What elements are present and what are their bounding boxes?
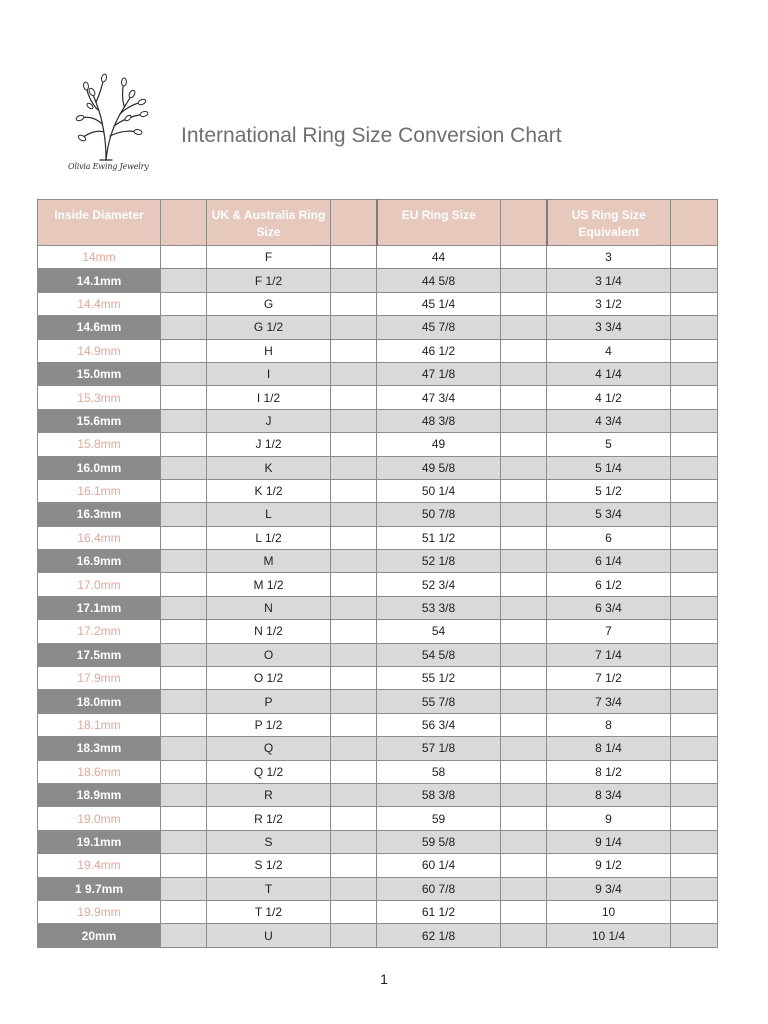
table-header-row	[38, 200, 718, 246]
diameter-cell: 17.9mm	[38, 667, 161, 690]
table-row	[38, 830, 718, 853]
diameter-cell: 19.4mm	[38, 854, 161, 877]
spacer-cell	[331, 620, 377, 643]
us-size-cell: 9	[547, 807, 671, 830]
table-row	[38, 573, 718, 596]
brand-logo	[62, 72, 154, 180]
spacer-cell	[671, 643, 718, 666]
diameter-cell: 1 9.7mm	[38, 877, 161, 900]
spacer-cell	[671, 292, 718, 315]
spacer-cell	[501, 386, 547, 409]
table-row	[38, 246, 718, 269]
spacer-cell	[501, 690, 547, 713]
spacer-cell	[671, 924, 718, 947]
spacer-cell	[671, 362, 718, 385]
spacer-cell	[161, 596, 207, 619]
spacer-cell	[671, 783, 718, 806]
diameter-cell: 18.6mm	[38, 760, 161, 783]
spacer-cell	[331, 292, 377, 315]
spacer-cell	[331, 339, 377, 362]
diameter-cell: 14.4mm	[38, 292, 161, 315]
us-size-cell: 3 3/4	[547, 316, 671, 339]
diameter-cell: 16.9mm	[38, 550, 161, 573]
uk-size-cell: J 1/2	[207, 433, 331, 456]
spacer-cell	[331, 830, 377, 853]
eu-size-cell: 58 3/8	[377, 783, 501, 806]
spacer-cell	[161, 620, 207, 643]
uk-size-cell: F 1/2	[207, 269, 331, 292]
spacer-cell	[671, 620, 718, 643]
us-size-cell: 3	[547, 246, 671, 269]
eu-size-cell: 50 7/8	[377, 503, 501, 526]
us-size-cell: 9 1/2	[547, 854, 671, 877]
uk-size-cell: Q 1/2	[207, 760, 331, 783]
spacer-cell	[161, 924, 207, 947]
spacer-cell	[161, 433, 207, 456]
spacer-cell	[331, 924, 377, 947]
diameter-cell: 17.2mm	[38, 620, 161, 643]
uk-size-cell: J	[207, 409, 331, 432]
eu-size-cell: 49 5/8	[377, 456, 501, 479]
spacer-cell	[161, 292, 207, 315]
diameter-cell: 14.1mm	[38, 269, 161, 292]
eu-size-cell: 57 1/8	[377, 737, 501, 760]
us-size-cell: 9 3/4	[547, 877, 671, 900]
us-size-cell: 7 3/4	[547, 690, 671, 713]
spacer-cell	[671, 550, 718, 573]
eu-size-cell: 58	[377, 760, 501, 783]
header-spacer	[671, 200, 718, 246]
spacer-cell	[671, 246, 718, 269]
spacer-cell	[331, 667, 377, 690]
eu-size-cell: 60 1/4	[377, 854, 501, 877]
spacer-cell	[671, 503, 718, 526]
eu-size-cell: 59	[377, 807, 501, 830]
spacer-cell	[671, 573, 718, 596]
uk-size-cell: U	[207, 924, 331, 947]
spacer-cell	[501, 620, 547, 643]
diameter-cell: 17.5mm	[38, 643, 161, 666]
spacer-cell	[671, 479, 718, 502]
table-row	[38, 596, 718, 619]
spacer-cell	[671, 339, 718, 362]
spacer-cell	[331, 269, 377, 292]
spacer-cell	[331, 479, 377, 502]
uk-size-cell: G	[207, 292, 331, 315]
diameter-cell: 16.3mm	[38, 503, 161, 526]
spacer-cell	[501, 456, 547, 479]
eu-size-cell: 62 1/8	[377, 924, 501, 947]
spacer-cell	[161, 362, 207, 385]
eu-size-cell: 56 3/4	[377, 713, 501, 736]
diameter-cell: 16.0mm	[38, 456, 161, 479]
us-size-cell: 4 1/4	[547, 362, 671, 385]
diameter-cell: 19.9mm	[38, 900, 161, 923]
eu-size-cell: 46 1/2	[377, 339, 501, 362]
table-row	[38, 783, 718, 806]
table-row	[38, 339, 718, 362]
spacer-cell	[671, 269, 718, 292]
uk-size-cell: H	[207, 339, 331, 362]
table-row	[38, 269, 718, 292]
table-row	[38, 526, 718, 549]
us-size-cell: 6 1/4	[547, 550, 671, 573]
diameter-cell: 17.0mm	[38, 573, 161, 596]
table-row	[38, 924, 718, 947]
table-row	[38, 386, 718, 409]
diameter-cell: 16.1mm	[38, 479, 161, 502]
table-row	[38, 713, 718, 736]
uk-size-cell: K 1/2	[207, 479, 331, 502]
spacer-cell	[161, 550, 207, 573]
uk-size-cell: I	[207, 362, 331, 385]
table-row	[38, 667, 718, 690]
diameter-cell: 20mm	[38, 924, 161, 947]
us-size-cell: 3 1/2	[547, 292, 671, 315]
spacer-cell	[501, 783, 547, 806]
spacer-cell	[161, 573, 207, 596]
spacer-cell	[161, 877, 207, 900]
spacer-cell	[671, 596, 718, 619]
spacer-cell	[671, 854, 718, 877]
spacer-cell	[501, 479, 547, 502]
ring-size-table	[37, 199, 718, 948]
us-size-cell: 8	[547, 713, 671, 736]
spacer-cell	[671, 830, 718, 853]
spacer-cell	[161, 269, 207, 292]
spacer-cell	[161, 760, 207, 783]
us-size-cell: 4 3/4	[547, 409, 671, 432]
spacer-cell	[671, 386, 718, 409]
eu-size-cell: 54 5/8	[377, 643, 501, 666]
table-row	[38, 690, 718, 713]
spacer-cell	[501, 316, 547, 339]
spacer-cell	[331, 573, 377, 596]
spacer-cell	[331, 550, 377, 573]
spacer-cell	[501, 409, 547, 432]
us-size-cell: 8 1/2	[547, 760, 671, 783]
eu-size-cell: 53 3/8	[377, 596, 501, 619]
spacer-cell	[501, 807, 547, 830]
us-size-cell: 6 1/2	[547, 573, 671, 596]
us-size-cell: 7	[547, 620, 671, 643]
spacer-cell	[161, 690, 207, 713]
spacer-cell	[161, 830, 207, 853]
spacer-cell	[671, 877, 718, 900]
eu-size-cell: 60 7/8	[377, 877, 501, 900]
uk-size-cell: P	[207, 690, 331, 713]
spacer-cell	[501, 526, 547, 549]
eu-size-cell: 52 1/8	[377, 550, 501, 573]
spacer-cell	[501, 760, 547, 783]
uk-size-cell: Q	[207, 737, 331, 760]
spacer-cell	[161, 479, 207, 502]
table-body	[38, 246, 718, 948]
spacer-cell	[331, 596, 377, 619]
table-row	[38, 550, 718, 573]
spacer-cell	[671, 409, 718, 432]
table-row	[38, 643, 718, 666]
spacer-cell	[331, 316, 377, 339]
table-row	[38, 409, 718, 432]
diameter-cell: 17.1mm	[38, 596, 161, 619]
spacer-cell	[671, 713, 718, 736]
diameter-cell: 14mm	[38, 246, 161, 269]
table-row	[38, 807, 718, 830]
spacer-cell	[501, 503, 547, 526]
spacer-cell	[161, 339, 207, 362]
spacer-cell	[671, 807, 718, 830]
spacer-cell	[501, 643, 547, 666]
uk-size-cell: O 1/2	[207, 667, 331, 690]
eu-size-cell: 44	[377, 246, 501, 269]
header-eu: EU Ring Size	[377, 200, 501, 246]
spacer-cell	[331, 760, 377, 783]
uk-size-cell: L 1/2	[207, 526, 331, 549]
spacer-cell	[161, 456, 207, 479]
spacer-cell	[671, 433, 718, 456]
us-size-cell: 5 1/4	[547, 456, 671, 479]
us-size-cell: 7 1/2	[547, 667, 671, 690]
spacer-cell	[161, 316, 207, 339]
table-row	[38, 456, 718, 479]
spacer-cell	[671, 737, 718, 760]
spacer-cell	[331, 526, 377, 549]
diameter-cell: 14.9mm	[38, 339, 161, 362]
us-size-cell: 5	[547, 433, 671, 456]
spacer-cell	[331, 386, 377, 409]
eu-size-cell: 47 3/4	[377, 386, 501, 409]
spacer-cell	[671, 760, 718, 783]
page-title: International Ring Size Conversion Chart	[181, 124, 562, 147]
us-size-cell: 3 1/4	[547, 269, 671, 292]
spacer-cell	[331, 737, 377, 760]
spacer-cell	[331, 503, 377, 526]
uk-size-cell: L	[207, 503, 331, 526]
spacer-cell	[161, 900, 207, 923]
spacer-cell	[331, 246, 377, 269]
diameter-cell: 15.8mm	[38, 433, 161, 456]
us-size-cell: 4	[547, 339, 671, 362]
us-size-cell: 6	[547, 526, 671, 549]
eu-size-cell: 55 7/8	[377, 690, 501, 713]
spacer-cell	[331, 433, 377, 456]
uk-size-cell: S 1/2	[207, 854, 331, 877]
eu-size-cell: 45 7/8	[377, 316, 501, 339]
table-row	[38, 620, 718, 643]
spacer-cell	[671, 690, 718, 713]
spacer-cell	[161, 783, 207, 806]
header-us: US Ring Size Equivalent	[547, 200, 671, 246]
spacer-cell	[671, 667, 718, 690]
uk-size-cell: M 1/2	[207, 573, 331, 596]
diameter-cell: 16.4mm	[38, 526, 161, 549]
spacer-cell	[331, 456, 377, 479]
table-row	[38, 900, 718, 923]
uk-size-cell: N 1/2	[207, 620, 331, 643]
eu-size-cell: 44 5/8	[377, 269, 501, 292]
spacer-cell	[501, 269, 547, 292]
spacer-cell	[331, 643, 377, 666]
spacer-cell	[161, 386, 207, 409]
diameter-cell: 19.1mm	[38, 830, 161, 853]
spacer-cell	[501, 339, 547, 362]
diameter-cell: 15.6mm	[38, 409, 161, 432]
eu-size-cell: 59 5/8	[377, 830, 501, 853]
table-row	[38, 433, 718, 456]
eu-size-cell: 47 1/8	[377, 362, 501, 385]
us-size-cell: 7 1/4	[547, 643, 671, 666]
diameter-cell: 15.0mm	[38, 362, 161, 385]
uk-size-cell: R 1/2	[207, 807, 331, 830]
eu-size-cell: 52 3/4	[377, 573, 501, 596]
us-size-cell: 4 1/2	[547, 386, 671, 409]
us-size-cell: 8 3/4	[547, 783, 671, 806]
spacer-cell	[501, 854, 547, 877]
spacer-cell	[501, 596, 547, 619]
spacer-cell	[501, 292, 547, 315]
spacer-cell	[331, 362, 377, 385]
eu-size-cell: 48 3/8	[377, 409, 501, 432]
spacer-cell	[331, 807, 377, 830]
page-number: 1	[380, 971, 388, 987]
spacer-cell	[331, 409, 377, 432]
diameter-cell: 19.0mm	[38, 807, 161, 830]
us-size-cell: 5 3/4	[547, 503, 671, 526]
eu-size-cell: 55 1/2	[377, 667, 501, 690]
us-size-cell: 8 1/4	[547, 737, 671, 760]
table-row	[38, 877, 718, 900]
eu-size-cell: 61 1/2	[377, 900, 501, 923]
uk-size-cell: K	[207, 456, 331, 479]
uk-size-cell: P 1/2	[207, 713, 331, 736]
spacer-cell	[331, 713, 377, 736]
spacer-cell	[671, 900, 718, 923]
header-spacer	[161, 200, 207, 246]
uk-size-cell: M	[207, 550, 331, 573]
spacer-cell	[161, 246, 207, 269]
uk-size-cell: F	[207, 246, 331, 269]
us-size-cell: 9 1/4	[547, 830, 671, 853]
diameter-cell: 18.0mm	[38, 690, 161, 713]
header-spacer	[501, 200, 547, 246]
spacer-cell	[501, 830, 547, 853]
eu-size-cell: 54	[377, 620, 501, 643]
tree-logo-icon	[62, 72, 154, 164]
spacer-cell	[501, 877, 547, 900]
spacer-cell	[331, 690, 377, 713]
table-row	[38, 362, 718, 385]
us-size-cell: 5 1/2	[547, 479, 671, 502]
eu-size-cell: 45 1/4	[377, 292, 501, 315]
eu-size-cell: 50 1/4	[377, 479, 501, 502]
table-row	[38, 479, 718, 502]
spacer-cell	[161, 807, 207, 830]
spacer-cell	[501, 550, 547, 573]
diameter-cell: 18.3mm	[38, 737, 161, 760]
uk-size-cell: G 1/2	[207, 316, 331, 339]
spacer-cell	[331, 783, 377, 806]
spacer-cell	[501, 900, 547, 923]
spacer-cell	[161, 667, 207, 690]
eu-size-cell: 51 1/2	[377, 526, 501, 549]
spacer-cell	[161, 526, 207, 549]
spacer-cell	[671, 456, 718, 479]
spacer-cell	[161, 713, 207, 736]
spacer-cell	[161, 503, 207, 526]
spacer-cell	[671, 316, 718, 339]
spacer-cell	[331, 854, 377, 877]
spacer-cell	[161, 737, 207, 760]
diameter-cell: 14.6mm	[38, 316, 161, 339]
uk-size-cell: O	[207, 643, 331, 666]
table-row	[38, 760, 718, 783]
spacer-cell	[501, 246, 547, 269]
eu-size-cell: 49	[377, 433, 501, 456]
us-size-cell: 10	[547, 900, 671, 923]
table-row	[38, 292, 718, 315]
uk-size-cell: T	[207, 877, 331, 900]
diameter-cell: 18.1mm	[38, 713, 161, 736]
spacer-cell	[671, 526, 718, 549]
us-size-cell: 10 1/4	[547, 924, 671, 947]
spacer-cell	[161, 409, 207, 432]
uk-size-cell: T 1/2	[207, 900, 331, 923]
us-size-cell: 6 3/4	[547, 596, 671, 619]
table-row	[38, 737, 718, 760]
uk-size-cell: S	[207, 830, 331, 853]
spacer-cell	[331, 877, 377, 900]
spacer-cell	[161, 643, 207, 666]
header-spacer	[331, 200, 377, 246]
table-row	[38, 854, 718, 877]
spacer-cell	[501, 362, 547, 385]
uk-size-cell: R	[207, 783, 331, 806]
logo-signature: Olivia Ewing Jewelry	[68, 162, 149, 171]
spacer-cell	[501, 667, 547, 690]
spacer-cell	[501, 737, 547, 760]
diameter-cell: 18.9mm	[38, 783, 161, 806]
uk-size-cell: N	[207, 596, 331, 619]
header-inside-diameter: Inside Diameter	[38, 200, 161, 246]
table-row	[38, 316, 718, 339]
header-uk-australia: UK & Australia Ring Size	[207, 200, 331, 246]
spacer-cell	[331, 900, 377, 923]
uk-size-cell: I 1/2	[207, 386, 331, 409]
diameter-cell: 15.3mm	[38, 386, 161, 409]
spacer-cell	[501, 573, 547, 596]
table-row	[38, 503, 718, 526]
spacer-cell	[501, 713, 547, 736]
spacer-cell	[161, 854, 207, 877]
spacer-cell	[501, 924, 547, 947]
spacer-cell	[501, 433, 547, 456]
